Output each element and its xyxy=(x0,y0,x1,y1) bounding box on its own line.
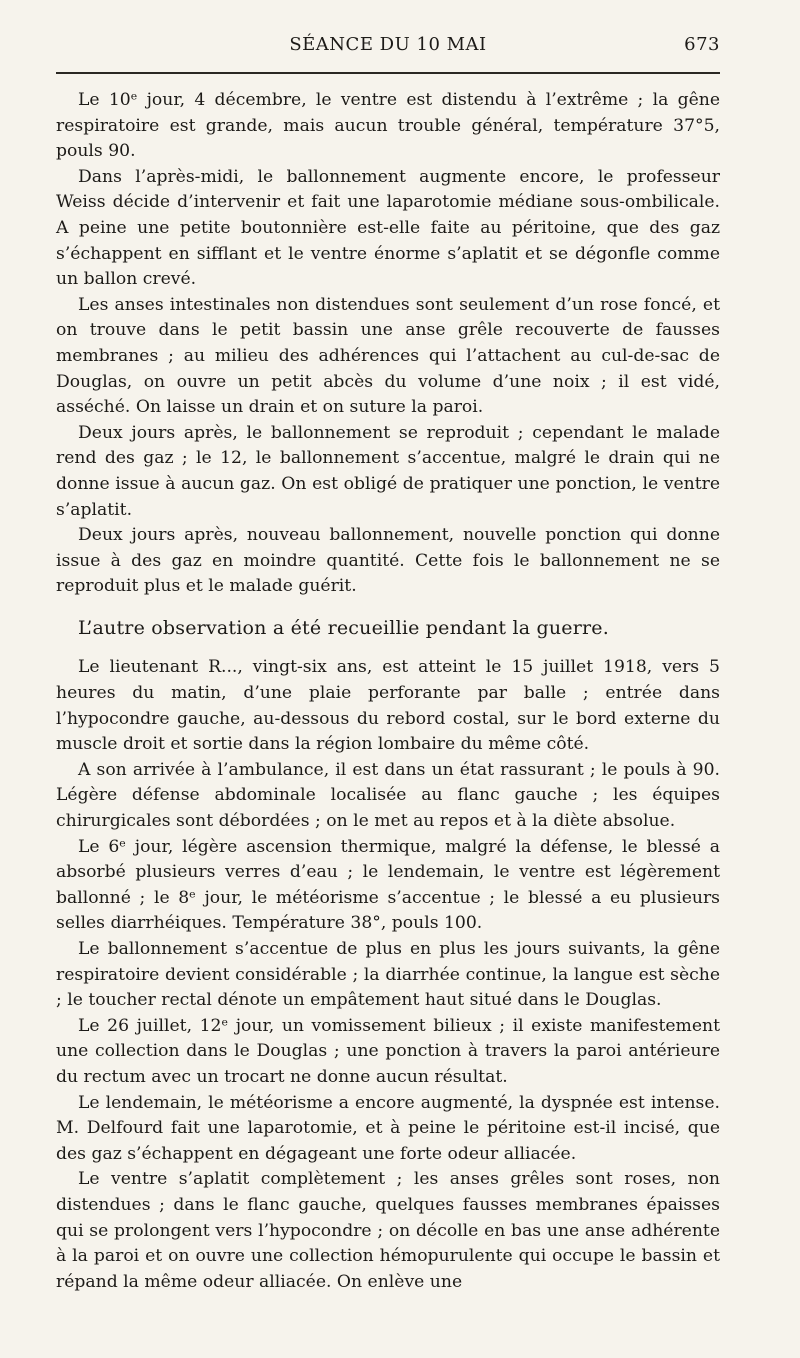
header-rule xyxy=(56,72,720,74)
running-header xyxy=(56,30,720,60)
paragraph: Le ventre s’aplatit complètement ; les anses grêles sont roses, non distendues ; dans le flanc gauche, quelques fausses membranes épaisses qui se prolongent vers l’hypocondre ; on décolle en bas une anse adhérente à la paroi et on ouvre une collection hémopurulente qui occupe le bassin et répand la même odeur alliacée. On enlève une xyxy=(56,1169,720,1292)
paragraph: Le 6ᵉ jour, légère ascension thermique, malgré la défense, le blessé a absorbé plusieurs verres d’eau ; le lendemain, le ventre est légèrement ballonné ; le 8ᵉ jour, le météorisme s’accentue ; le blessé a eu plusieurs selles diarrhéiques. Température 38°, pouls 100. xyxy=(56,836,720,934)
paragraph: Le lendemain, le météorisme a encore augmenté, la dyspnée est intense. M. Delfourd fait une laparotomie, et à peine le péritoine est-il incisé, que des gaz s’échappent en dégageant une forte odeur alliacée. xyxy=(56,1092,720,1164)
paragraph: Le 26 juillet, 12ᵉ jour, un vomissement bilieux ; il existe manifestement une collection dans le Douglas ; une ponction à travers la paroi antérieure du rectum avec un trocart ne donne aucun résultat. xyxy=(56,1015,720,1087)
paragraph: Le ballonnement s’accentue de plus en plus les jours suivants, la gêne respiratoire devient considérable ; la diarrhée continue, la langue est sèche ; le toucher rectal dénote un empâtement haut situé dans le Douglas. xyxy=(56,939,720,1011)
paragraph: A son arrivée à l’ambulance, il est dans un état rassurant ; le pouls à 90. Légère défense abdominale localisée au flanc gauche ; les équipes chirurgicales sont débordées ; on le met au repos et à la diète absolue. xyxy=(56,759,720,832)
body-text xyxy=(56,88,720,1295)
paragraph: Dans l’après-midi, le ballonnement augmente encore, le professeur Weiss décide d’intervenir et fait une laparotomie médiane sous-ombilicale. A peine une petite boutonnière est-elle faite au péritoine, que des gaz s’échappent en sifflant et le ventre énorme s’aplatit et se dégonfle comme un ballon crevé. xyxy=(56,166,720,290)
section-heading: L’autre observation a été recueillie pendant la guerre. xyxy=(78,616,609,639)
paragraph: Le 10ᵉ jour, 4 décembre, le ventre est distendu à l’extrême ; la gêne respiratoire est grande, mais aucun trouble général, température 37°5, pouls 90. xyxy=(56,90,720,162)
paragraph: Le lieutenant R..., vingt-six ans, est atteint le 15 juillet 1918, vers 5 heures du matin, d’une plaie perforante par balle ; entrée dans l’hypocondre gauche, au-dessous du rebord costal, sur le bord externe du muscle droit et sortie dans la région lombaire du même côté. xyxy=(56,657,720,755)
page-number: 673 xyxy=(684,34,720,55)
paragraph: Deux jours après, nouveau ballonnement, nouvelle ponction qui donne issue à des gaz en moindre quantité. Cette fois le ballonnement ne se reproduit plus et le malade guérit. xyxy=(56,525,720,597)
paragraph: Les anses intestinales non distendues sont seulement d’un rose foncé, et on trouve dans le petit bassin une anse grêle recouverte de fausses membranes ; au milieu des adhérences qui l’attachent au cul-de-sac de Douglas, on ouvre un petit abcès du volume d’une noix ; il est vidé, asséché. On laisse un drain et on suture la paroi. xyxy=(56,294,720,418)
paragraph: Deux jours après, le ballonnement se reproduit ; cependant le malade rend des gaz ; le 12, le ballonnement s’accentue, malgré le drain qui ne donne issue à aucun gaz. On est obligé de pratiquer une ponction, le ventre s’aplatit. xyxy=(56,422,720,520)
running-title: SÉANCE DU 10 MAI xyxy=(289,34,487,55)
